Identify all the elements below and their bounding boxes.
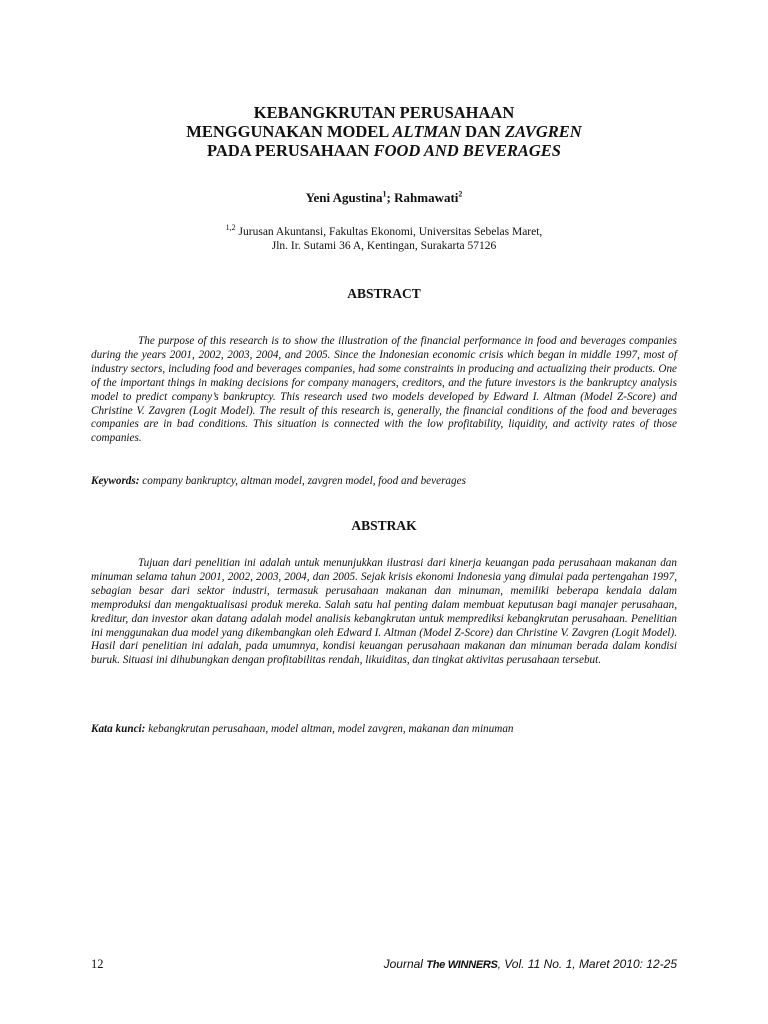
journal-volume: , Vol. 11 No. 1, Maret 2010: 12-25 bbox=[497, 957, 677, 971]
kata-kunci-text: kebangkrutan perusahaan, model altman, model zavgren, makanan dan minuman bbox=[145, 723, 514, 735]
title-dan: DAN bbox=[461, 122, 505, 141]
title-line-3-text: PADA PERUSAHAAN bbox=[207, 141, 374, 160]
keywords-label: Keywords: bbox=[91, 475, 140, 487]
affiliation-line-1 bbox=[0, 225, 768, 239]
author-2: Rahmawati bbox=[394, 190, 459, 205]
journal-brand: The WINNERS bbox=[426, 959, 498, 971]
title-line-2-text: MENGGUNAKAN MODEL bbox=[186, 122, 393, 141]
kata-kunci-label: Kata kunci: bbox=[91, 723, 146, 735]
title-line-1: KEBANGKRUTAN PERUSAHAAN bbox=[253, 103, 515, 122]
abstrak-heading: ABSTRAK bbox=[351, 518, 417, 533]
title-food-beverages: FOOD AND BEVERAGES bbox=[373, 141, 561, 160]
author-list bbox=[0, 190, 768, 206]
author-separator: ; bbox=[386, 190, 395, 205]
keywords-text: company bankruptcy, altman model, zavgren model, food and beverages bbox=[139, 475, 466, 487]
journal-citation bbox=[384, 957, 677, 971]
title-altman: ALTMAN bbox=[392, 122, 461, 141]
affiliation-sup: 1,2 bbox=[225, 223, 236, 233]
page-number: 12 bbox=[91, 957, 104, 971]
abstrak-text: Tujuan dari penelitian ini adalah untuk menunjukkan ilustrasi dari kinerja keuangan pada perusahaan makanan dan minuman selama tahun 2001, 2002, 2003, 2004, dan 2005. Sejak krisis ekonomi Indonesia yang dimulai pada pertengahan 1997, sebagian besar dari sektor industri, termasuk perusahaan makanan dan minuman, memiliki beberapa kendala dalam memproduksi dan mengaktualisasi produk mereka. Salah satu hal penting dalam membuat keputusan bagi manajer perusahaan, kreditur, dan investor akan datang adalah model analisis kebangkrutan untuk memprediksi kebangkrutan perusahaan. Penelitian ini menggunakan dua model yang dikembangkan oleh Edward I. Altman (Model Z-Score) dan Christine V. Zavgren (Logit Model). Hasil dari penelitian ini adalah, pada umumnya, kondisi keuangan perusahaan makanan dan minuman berada dalam kondisi buruk. Situasi ini dihubungkan dengan profitabilitas rendah, likuiditas, dan tingkat aktivitas perusahaan tersebut. bbox=[91, 557, 677, 667]
affiliation-text-1: Jurusan Akuntansi, Fakultas Ekonomi, Universitas Sebelas Maret, bbox=[235, 226, 543, 238]
title-zavgren: ZAVGREN bbox=[505, 122, 582, 141]
author-2-sup: 2 bbox=[458, 189, 463, 199]
affiliation-line-2: Jln. Ir. Sutami 36 A, Kentingan, Surakarta 57126 bbox=[271, 240, 497, 252]
paper-title bbox=[0, 103, 768, 160]
keywords bbox=[91, 474, 677, 488]
title-line-3 bbox=[0, 141, 768, 160]
author-1: Yeni Agustina bbox=[305, 190, 383, 205]
affiliation bbox=[0, 225, 768, 253]
abstract-heading: ABSTRACT bbox=[347, 286, 421, 301]
title-line-2 bbox=[0, 122, 768, 141]
kata-kunci bbox=[91, 722, 677, 736]
author-1-sup: 1 bbox=[382, 189, 387, 199]
journal-prefix: Journal bbox=[383, 957, 427, 971]
abstract-text: The purpose of this research is to show the illustration of the financial performance in food and beverages companies during the years 2001, 2002, 2003, 2004, and 2005. Since the Indonesian economic crisis which began in middle 1997, most of industry sectors, including food and beverages companies, had some constraints in producing and actualizing their products. One of the important things in making decisions for company managers, creditors, and the future investors is the bankruptcy analysis model to predict company’s bankruptcy. This research used two models developed by Edward I. Altman (Model Z-Score) and Christine V. Zavgren (Logit Model). The result of this research is, generally, the financial conditions of the food and beverages companies are in bad conditions. This situation is connected with the low profitability, liquidity, and activity rates of those companies. bbox=[91, 335, 677, 445]
